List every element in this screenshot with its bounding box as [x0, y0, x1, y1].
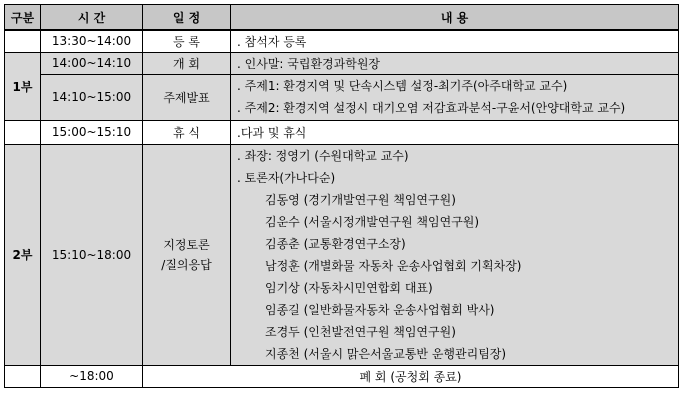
panelist: 남정훈 (개별화물 자동차 운송사업협회 기획차장)	[265, 258, 522, 273]
panel-title: . 토론자(가나다순)	[237, 170, 336, 185]
topic-2: . 주제2: 환경지역 설정시 대기오염 저감효과분석-구윤서(안양대학교 교수)	[237, 101, 626, 115]
panelist: 김동영 (경기개발연구원 책임연구원)	[265, 192, 456, 207]
break-agenda: 휴 식	[143, 120, 231, 144]
panelist: 임기상 (자동차시민연합회 대표)	[265, 280, 433, 295]
header-time: 시 간	[41, 5, 143, 31]
closing-time: ~18:00	[41, 365, 143, 387]
discussion-agenda	[143, 144, 231, 365]
closing-row	[5, 365, 679, 387]
opening-time: 14:00~14:10	[41, 52, 143, 74]
topic-1: . 주제1: 환경지역 및 단속시스템 설정-최기주(아주대학교 교수)	[237, 79, 568, 93]
registration-time: 13:30~14:00	[41, 30, 143, 52]
part1-label: 1부	[5, 52, 41, 120]
schedule-table	[4, 4, 679, 388]
header-agenda: 일 정	[143, 5, 231, 31]
panelist: 조경두 (인천발전연구원 책임연구원)	[265, 324, 456, 339]
panelist: 지종천 (서울시 맑은서울교통반 운행관리팀장)	[265, 346, 507, 361]
panelist: 임종길 (일반화물자동차 운송사업협회 박사)	[265, 302, 495, 317]
topics-content	[231, 74, 679, 120]
break-time: 15:00~15:10	[41, 120, 143, 144]
part2-label: 2부	[5, 144, 41, 365]
panelist: 김종춘 (교통환경연구소장)	[265, 236, 406, 251]
panelist: 김운수 (서울시정개발연구원 책임연구원)	[265, 214, 480, 229]
topics-time: 14:10~15:00	[41, 74, 143, 120]
discussion-agenda-line-2: /질의응답	[161, 257, 212, 272]
break-content: .다과 및 휴식	[231, 120, 679, 144]
closing-part	[5, 365, 41, 387]
discussion-time: 15:10~18:00	[41, 144, 143, 365]
closing-content: 폐 회 (공청회 종료)	[143, 365, 679, 387]
opening-content: . 인사말: 국립환경과학원장	[231, 52, 679, 74]
opening-row	[5, 52, 679, 74]
opening-agenda: 개 회	[143, 52, 231, 74]
chair-line: . 좌장: 정영기 (수원대학교 교수)	[237, 148, 409, 163]
registration-content: . 참석자 등록	[231, 30, 679, 52]
header-row	[5, 5, 679, 31]
header-content: 내 용	[231, 5, 679, 31]
discussion-content	[231, 144, 679, 365]
break-row	[5, 120, 679, 144]
break-part	[5, 120, 41, 144]
registration-agenda: 등 록	[143, 30, 231, 52]
registration-row	[5, 30, 679, 52]
registration-part	[5, 30, 41, 52]
discussion-row	[5, 144, 679, 365]
header-part: 구분	[5, 5, 41, 31]
topics-agenda: 주제발표	[143, 74, 231, 120]
discussion-agenda-line-1: 지정토론	[163, 237, 210, 252]
topics-row	[5, 74, 679, 120]
